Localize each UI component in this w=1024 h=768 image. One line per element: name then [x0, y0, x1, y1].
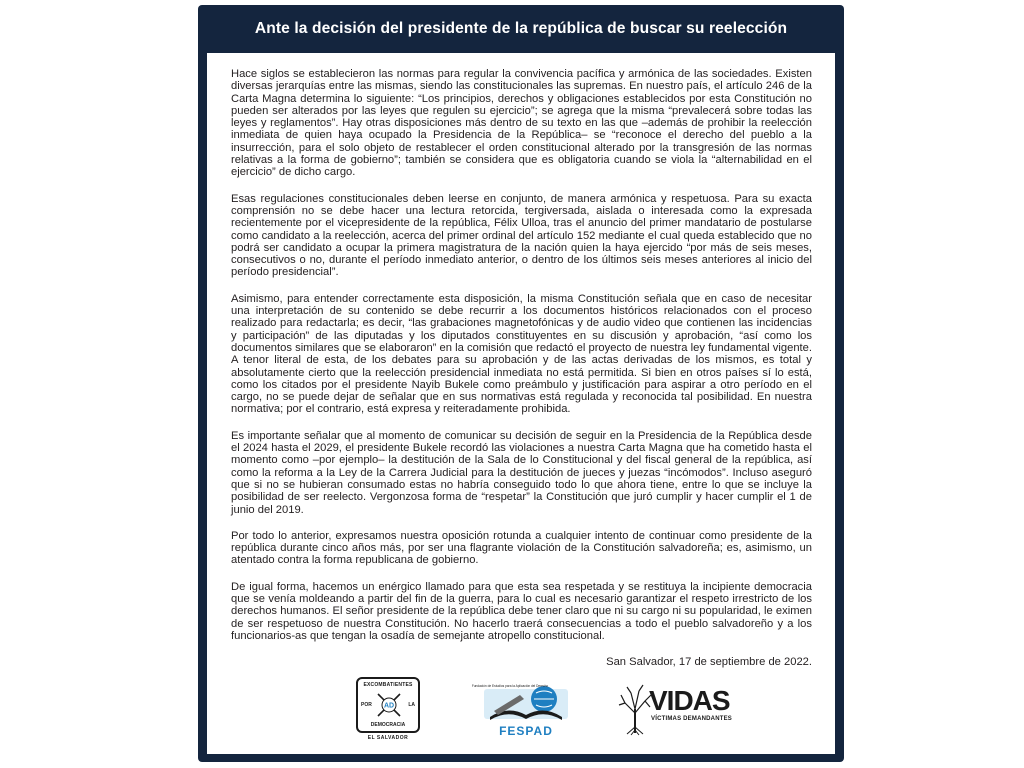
paragraph-2: Esas regulaciones constitucionales deben leerse en conjunto, de manera armónica y respetuosa. Para su exacta comprensión no se debe hacer una lectura retorcida, tergiversada, aislada o interesada como la expresada recientemente por el vicepresidente de la república, Félix Ulloa, tras el anuncio del primer mandatario de postularse como candidato a la reelección, acerca del primer ordinal del artículo 152 mediante el cual queda establecido que no podrá ser candidato a ocupar la primera magistratura de la nación quien la haya ejercido “por más de seis meses, consecutivos o no, durante el período inmediato anterior, o dentro de los últimos seis meses anteriores al inicio del período presidencial”.: [231, 192, 812, 279]
vidas-subtitle: VÍCTIMAS DEMANDANTES: [651, 716, 733, 722]
aed-top-text: EXCOMBATIENTES: [363, 682, 413, 688]
document-sheet: [207, 53, 835, 754]
fespad-tagline: Fundación de Estudios para la Aplicación del Derecho: [471, 684, 549, 688]
paragraph-3: Asimismo, para entender correctamente esta disposición, la misma Constitución señala que en caso de necesitar una interpretación de su contenido se debe recurrir a los documentos históricos relacionados con el proceso realizado para redactarla; es decir, “las grabaciones magnetofónicas y de audio video que contienen las incidencias y participación” de las diputadas y los diputados constituyentes en su discusión y aprobación, “así como los documentos similares que se elaboraron” en la comisión que redactó el proyecto de nuestra ley fundamental vigente. A tenor literal de esta, de los debates para su aprobación y de las actas derivadas de los mismos, es total y absolutamente cierto que la reelección presidencial inmediata no está permitida. Si bien en otros países sí lo está, como los citados por el presidente Nayib Bukele como preámbulo y justificación para aspirar a otro período en el cargo, no se puede dejar de señalar que en sus normativas está regulada y reconocida tal posibilidad. En nuestra normativa; por el contrario, está expresa y reiteradamente prohibida.: [231, 292, 812, 416]
crossed-rifles-pen-icon: [377, 693, 401, 717]
paragraph-1: Hace siglos se establecieron las normas para regular la convivencia pacífica y armónica de las sociedades. Existen diversas jerarquías entre las mismas, siendo las constitucionales las supremas. En nuestro país, el artículo 246 de la Carta Magna determina lo siguiente: “Los principios, derechos y obligaciones establecidos por esta Constitución no pueden ser alterados por las leyes que regulen su ejercicio”; se agrega que la misma “prevalecerá sobre todas las leyes y reglamentos”. Hay otras disposiciones más dentro de su texto en las que –además de prohibir la reelección inmediata de quien haya ocupado la Presidencia de la República– se “reconoce el derecho del pueblo a la insurrección, para el solo objeto de restablecer el orden constitucional alterado por la transgresión de las normas relativas a la forma de gobierno”; también se considera que es obligatoria cuando se viola la “alternabilidad en el ejercicio” de dicho cargo.: [231, 68, 812, 179]
date-line: San Salvador, 17 de septiembre de 2022.: [606, 656, 812, 669]
document-frame: [198, 5, 844, 762]
paragraph-4: Es importante señalar que al momento de comunicar su decisión de seguir en la Presidencia de la República desde el 2024 hasta el 2029, el presidente Bukele recordó las violaciones a nuestra Carta Magna que ha cometido hasta el momento como –por ejemplo– la destitución de la Sala de lo Constitucional y del fiscal general de la república, así como la reforma a la Ley de la Carrera Judicial para la destitución de jueces y juezas “incómodos”. Incluso aseguró que si no se hubieran consumado estas no habría conseguido todo lo que ahora tiene, entre lo que se incluye la posibilidad de ser reelecto. Vergonzosa forma de “respetar” la Constitución que juró cumplir y hacer cumplir el 1 de junio del 2019.: [231, 429, 812, 516]
fespad-name: FESPAD: [499, 724, 553, 738]
book-globe-icon: [471, 679, 572, 723]
aed-right-text: LA: [408, 702, 415, 708]
aed-bottom-text: DEMOCRACIA: [370, 722, 406, 728]
title-bar: [198, 5, 844, 53]
aed-left-text: POR: [361, 702, 372, 708]
paragraph-6: De igual forma, hacemos un enérgico llamado para que esta sea respetada y se restituya la incipiente democracia que se venía moldeando a partir del fin de la guerra, para lo cual es necesario garantizar el respeto irrestricto de los derechos humanos. El señor presidente de la república debe tener claro que ni su cargo ni su popularidad, le eximen de ser respetuoso de nuestra Constitución. No hacerlo traerá consecuencias a todo el pueblo salvadoreño y a los funcionarios-as que tengan la osadía de semejante atropello constitucional.: [231, 580, 812, 642]
aed-emblem-text: AD: [383, 702, 395, 710]
vidas-name: VIDAS: [649, 685, 730, 716]
document-title: Ante la decisión del presidente de la república de buscar su reelección: [254, 20, 788, 37]
aed-country-text: EL SALVADOR: [367, 735, 409, 741]
paragraph-5: Por todo lo anterior, expresamos nuestra oposición rotunda a cualquier intento de continuar como presidente de la república durante cinco años más, por ser una flagrante violación de la Constitución salvadoreña; es, asimismo, un atentado contra la forma republicana de gobierno.: [231, 529, 812, 567]
aed-logo: [353, 677, 423, 741]
signatory-logos: [207, 673, 835, 751]
aed-emblem: [356, 677, 420, 733]
fespad-logo: [471, 679, 575, 738]
vidas-logo: [617, 683, 743, 735]
tree-roots-icon: [617, 683, 653, 735]
